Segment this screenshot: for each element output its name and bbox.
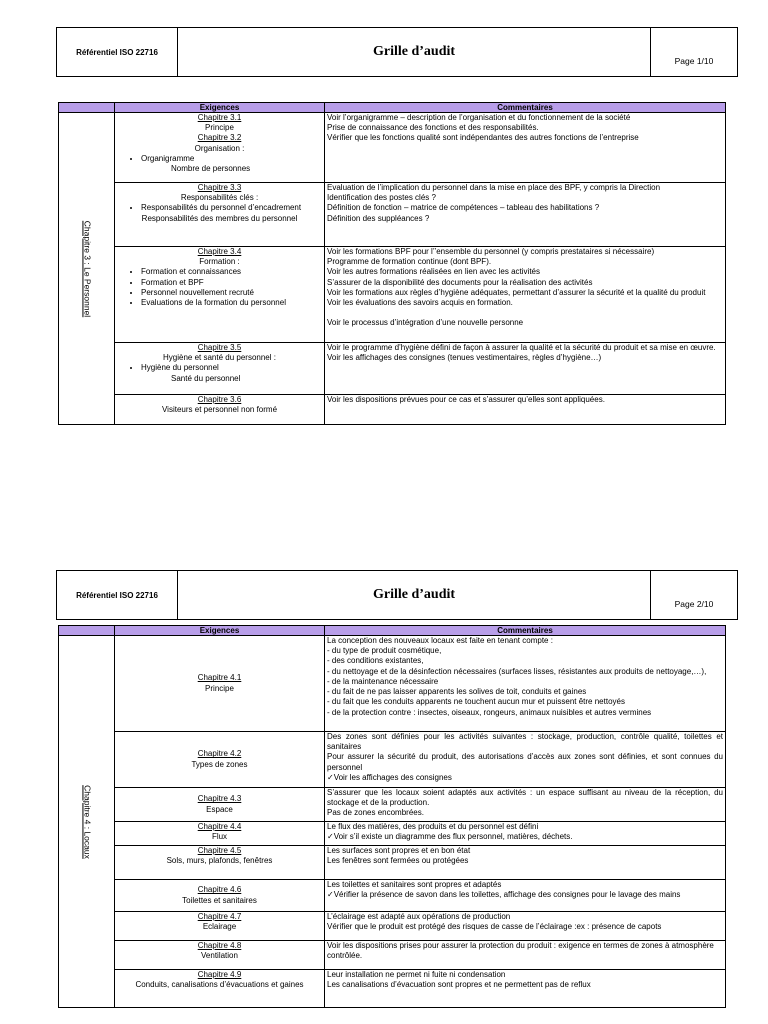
comments-column-header: Commentaires [325, 103, 726, 113]
chapter-title: Formation : [199, 257, 240, 267]
comment-line: Pas de zones encombrées. [327, 808, 424, 818]
comment-cell [325, 247, 726, 343]
comment-cell [325, 343, 726, 395]
requirement-list [117, 363, 322, 373]
table-header-row [59, 103, 726, 113]
comment-line: Prise de connaissance des fonctions et des responsabilités. [327, 123, 539, 133]
comment-line: Pour assurer la sécurité du produit, des autorisations d’accès aux zones sont définies, et sont connues du personnel [327, 752, 723, 772]
requirement-item: • Formation et BPF [141, 278, 322, 288]
document-title: Grille d’audit [178, 571, 651, 619]
page-header [56, 570, 738, 620]
requirement-cell [115, 880, 325, 912]
table-header-row [59, 626, 726, 636]
table-row [59, 846, 726, 880]
table-row [59, 941, 726, 970]
comment-line: ✓Vérifier la présence de savon dans les toilettes, affichage des consignes pour le lavage des mains [327, 890, 681, 900]
comment-line: - de la protection contre : insectes, oiseaux, rongeurs, animaux nuisibles et autres vermines [327, 707, 652, 717]
comment-line: Voir les autres formations réalisées en lien avec les activités [327, 267, 540, 277]
comment-cell [325, 183, 726, 247]
chapter-title: Espace [206, 804, 233, 814]
referential-label: Référentiel ISO 22716 [57, 28, 178, 76]
chapter-title: Sols, murs, plafonds, fenêtres [166, 856, 273, 866]
chapter-column-header [59, 626, 115, 636]
requirements-column-header: Exigences [115, 103, 325, 113]
chapter-link[interactable]: Chapitre 3.3 [197, 183, 242, 192]
table-row [59, 822, 726, 846]
comment-line: - du type de produit cosmétique, [327, 646, 442, 656]
comment-cell [325, 732, 726, 788]
table-row [59, 788, 726, 822]
comment-line: ✓Voir les affichages des consignes [327, 772, 452, 782]
chapter-link[interactable]: Chapitre 4.8 [197, 941, 242, 950]
requirement-cell [115, 970, 325, 1008]
chapter-title: Types de zones [191, 759, 248, 769]
chapter-title: Toilettes et sanitaires [182, 895, 257, 905]
requirement-cell [115, 732, 325, 788]
document-title: Grille d’audit [178, 28, 651, 76]
comment-line: - du fait de ne pas laisser apparents les solives de toit, conduits et gaines [327, 687, 587, 697]
chapter-label: Chapitre 4 : Locaux [81, 784, 92, 859]
chapter-link[interactable]: Chapitre 3.1 [197, 113, 242, 122]
comment-cell [325, 912, 726, 941]
comment-line: - des conditions existantes, [327, 656, 424, 666]
chapter-title: Flux [211, 832, 228, 842]
chapter-link[interactable]: Chapitre 4.6 [197, 885, 242, 895]
comment-line: Les fenêtres sont fermées ou protégées [327, 856, 469, 866]
chapter-label-cell [59, 636, 115, 1008]
chapter-link[interactable]: Chapitre 4.9 [197, 970, 242, 979]
chapter-title: Principe [205, 683, 234, 693]
chapter-link[interactable]: Chapitre 3.4 [197, 247, 242, 256]
requirement-cell [115, 636, 325, 732]
table-row [59, 343, 726, 395]
comment-line: Le flux des matières, des produits et du personnel est défini [327, 822, 539, 831]
comment-line: Voir les formations aux règles d’hygiène adéquates, permettant d’assurer la sécurité et la qualité du produit [327, 287, 706, 297]
chapter-link[interactable]: Chapitre 4.5 [197, 846, 242, 855]
requirement-list [117, 203, 322, 213]
comment-cell [325, 788, 726, 822]
chapter-title: Principe [205, 123, 234, 133]
requirement-cell [115, 846, 325, 880]
comment-line: Les toilettes et sanitaires sont propres et adaptés [327, 880, 502, 889]
chapter-title: Organisation : [194, 143, 245, 153]
comment-line: ✓Voir s’il existe un diagramme des flux personnel, matières, déchets. [327, 832, 573, 842]
requirement-cell [115, 788, 325, 822]
table-row [59, 912, 726, 941]
requirement-cell [115, 247, 325, 343]
table-row [59, 113, 726, 183]
comment-line: Des zones sont définies pour les activités suivantes : stockage, production, contrôle qualité, toilettes et sanitaires [327, 732, 723, 752]
chapter-link[interactable]: Chapitre 3.5 [197, 343, 242, 352]
comment-line: Identification des postes clés ? [327, 193, 436, 203]
comment-line: S’assurer que les locaux soient adaptés aux activités : un espace suffisant au niveau de la réception, du stockage et de la production. [327, 788, 723, 808]
comment-line: Voir les évaluations des savoirs acquis en formation. [327, 298, 513, 308]
comment-cell [325, 822, 726, 846]
chapter-title: Responsabilités clés : [180, 193, 259, 203]
requirement-item: • Responsabilités du personnel d’encadrement [141, 203, 322, 213]
audit-table [58, 625, 726, 1008]
comment-line: Programme de formation continue (dont BPF). [327, 257, 492, 267]
chapter-link[interactable]: Chapitre 4.7 [197, 912, 242, 921]
comment-line: Voir les affichages des consignes (tenues vestimentaires, règles d’hygiène…) [327, 353, 602, 363]
requirement-list [117, 154, 322, 164]
chapter-label: Chapitre 3 : Le Personnel [81, 220, 92, 317]
table-row [59, 880, 726, 912]
requirements-column-header: Exigences [115, 626, 325, 636]
comment-spacer [327, 308, 723, 318]
requirement-cell [115, 941, 325, 970]
comment-line: S’assurer de la disponibilité des documents pour la réalisation des activités [327, 277, 593, 287]
comment-cell [325, 970, 726, 1008]
requirement-item: • Formation et connaissances [141, 267, 322, 277]
requirement-cell [115, 912, 325, 941]
requirement-item: • Personnel nouvellement recruté [141, 288, 322, 298]
comment-line: - de la maintenance nécessaire [327, 676, 439, 686]
chapter-title: Ventilation [201, 951, 238, 961]
chapter-title: Hygiène et santé du personnel : [163, 353, 276, 363]
requirement-list [117, 267, 322, 308]
comment-line: Voir les dispositions prévues pour ce cas et s’assurer qu’elles sont appliquées. [327, 395, 605, 404]
page-header [56, 27, 738, 77]
requirement-item: • Evaluations de la formation du personnel [141, 298, 322, 308]
comment-line: Leur installation ne permet ni fuite ni condensation [327, 970, 506, 979]
comment-cell [325, 880, 726, 912]
requirement-cell [115, 395, 325, 425]
comment-line: Voir le programme d’hygiène défini de façon à assurer la qualité et la sécurité du produit et sa mise en œuvre. [327, 343, 716, 352]
requirement-item: • Hygiène du personnel [141, 363, 322, 373]
comment-cell [325, 846, 726, 880]
comment-cell [325, 636, 726, 732]
comment-line: Les surfaces sont propres et en bon état [327, 846, 471, 855]
comment-cell [325, 941, 726, 970]
page-number: Page 2/10 [674, 599, 714, 609]
table-row [59, 636, 726, 732]
chapter-link[interactable]: Chapitre 4.4 [197, 822, 242, 831]
chapter-title: Visiteurs et personnel non formé [161, 405, 278, 415]
chapter-title: Conduits, canalisations d’évacuations et gaines [135, 980, 304, 990]
page-number: Page 1/10 [674, 56, 714, 66]
comment-line: Les canalisations d’évacuation sont propres et ne permettent pas de reflux [327, 980, 591, 990]
requirement-item: • Organigramme [141, 154, 322, 164]
table-row [59, 183, 726, 247]
chapter-link[interactable]: Chapitre 4.2 [197, 749, 242, 759]
comment-line: Voir les formations BPF pour l’’ensemble du personnel (y compris prestataires si nécessaire) [327, 247, 655, 256]
comment-line: Voir le processus d’intégration d’une nouvelle personne [327, 318, 524, 328]
comment-line: L’éclairage est adapté aux opérations de production [327, 912, 511, 921]
comment-line: La conception des nouveaux locaux est faite en tenant compte : [327, 636, 553, 645]
table-row [59, 970, 726, 1008]
comment-line: Définition des suppléances ? [327, 213, 430, 223]
comment-line: Voir les dispositions prises pour assurer la protection du produit : exigence en termes de zones à atmosphère contrôlée. [327, 941, 714, 961]
chapter-column-header [59, 103, 115, 113]
chapter-link[interactable]: Chapitre 3.2 [197, 133, 242, 143]
comment-line: - du nettoyage et de la désinfection nécessaires (surfaces lisses, résistantes aux produits de nettoyage,…), [327, 666, 707, 676]
chapter-link[interactable]: Chapitre 4.3 [197, 794, 242, 804]
comment-line: Evaluation de l’implication du personnel dans la mise en place des BPF, y compris la Direction [327, 183, 661, 192]
comments-column-header: Commentaires [325, 626, 726, 636]
table-row [59, 247, 726, 343]
requirement-cell [115, 343, 325, 395]
requirement-cell [115, 183, 325, 247]
table-row [59, 732, 726, 788]
comment-line: Définition de fonction – matrice de compétences – tableau des habilitations ? [327, 203, 600, 213]
comment-cell [325, 395, 726, 425]
requirement-cell [115, 113, 325, 183]
comment-cell [325, 113, 726, 183]
referential-label: Référentiel ISO 22716 [57, 571, 178, 619]
chapter-label-cell [59, 113, 115, 425]
comment-line: Vérifier que les fonctions qualité sont indépendantes des autres fonctions de l’entreprise [327, 133, 639, 143]
comment-line: Voir l’organigramme – description de l’organisation et du fonctionnement de la société [327, 113, 631, 122]
comment-line: - du fait que les conduits apparents ne touchent aucun mur et puissent être nettoyés [327, 697, 625, 707]
audit-table [58, 102, 726, 425]
chapter-title: Eclairage [202, 922, 237, 932]
chapter-link[interactable]: Chapitre 3.6 [197, 395, 242, 404]
table-row [59, 395, 726, 425]
requirement-subitem: Responsabilités des membres du personnel [141, 213, 298, 223]
requirement-cell [115, 822, 325, 846]
comment-line: Vérifier que le produit est protégé des risques de casse de l’éclairage :ex : présence de capots [327, 922, 662, 932]
requirement-subitem: Santé du personnel [171, 373, 241, 383]
requirement-subitem: Nombre de personnes [171, 164, 251, 174]
chapter-link[interactable]: Chapitre 4.1 [197, 673, 242, 683]
